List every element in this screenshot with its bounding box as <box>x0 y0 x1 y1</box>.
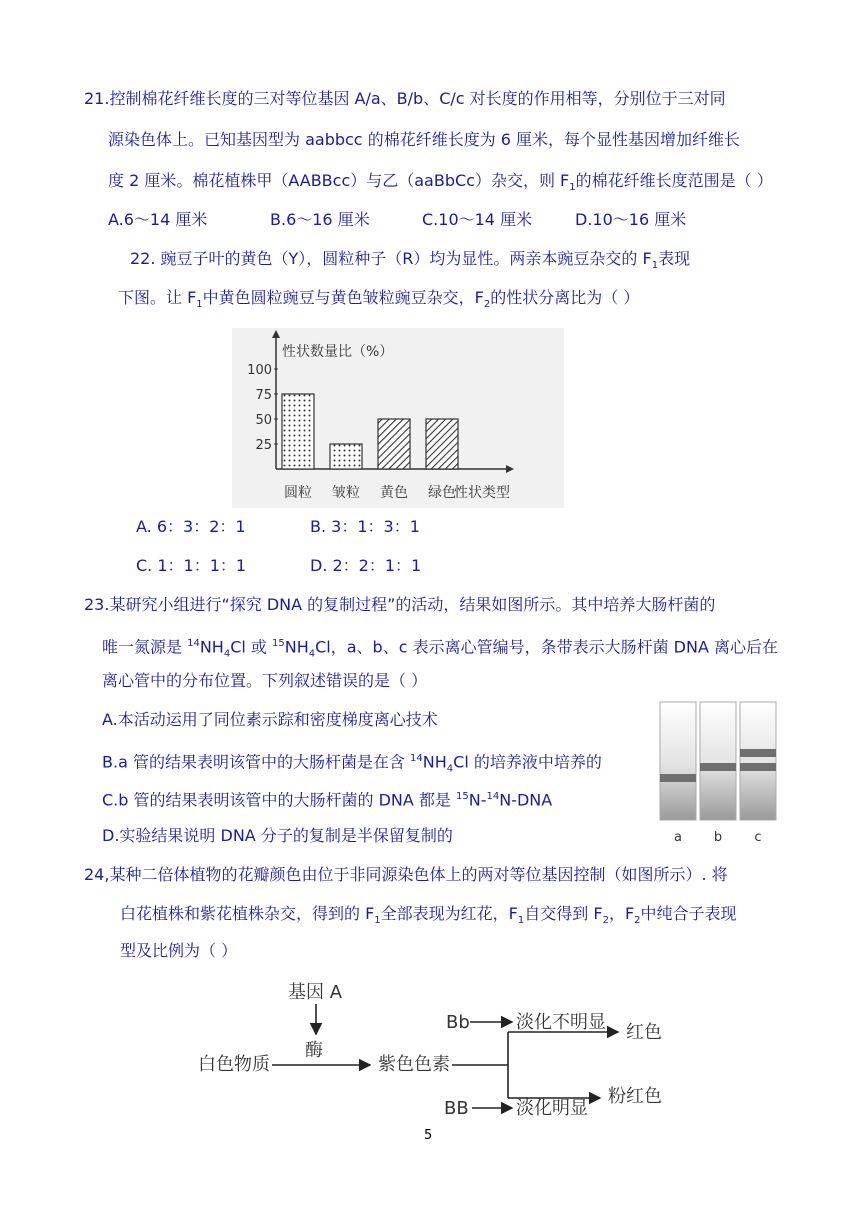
tube-a-label: a <box>674 830 682 845</box>
tube-c-label: c <box>754 830 762 845</box>
purple-pigment-label: 紫色色素 <box>378 1054 450 1075</box>
pink-label: 粉红色 <box>608 1086 662 1107</box>
q21-option-b[interactable]: B.6～16 厘米 <box>270 210 370 229</box>
gene-a-label: 基因 A <box>288 982 343 1003</box>
page-number: 5 <box>424 1128 433 1143</box>
q22-option-b[interactable]: B. 3：1：3：1 <box>310 517 420 536</box>
chart-category-label: 绿色 <box>428 485 456 501</box>
chart-y-tick-label: 75 <box>255 388 272 403</box>
q23-line-3: 离心管中的分布位置。下列叙述错误的是（ ） <box>102 671 428 690</box>
enzyme-label: 酶 <box>305 1040 323 1061</box>
chart-category-label: 黄色 <box>380 485 408 501</box>
q22-line-2: 下图。让 $F_1$中黄色圆粒豌豆与黄色皱粒豌豆杂交，$F_2$的性状分离比为（ ） <box>118 288 640 311</box>
q21-option-a[interactable]: A.6～14 厘米 <box>108 210 208 229</box>
tube-c <box>740 702 776 845</box>
q22-line-1: 22. 豌豆子叶的黄色（Y），圆粒种子（R）均为显性。两亲本豌豆杂交的 $F_1$表现 <box>130 249 691 272</box>
pathway-svg <box>190 976 680 1124</box>
tube-c-band-lower <box>740 763 776 771</box>
chart-y-title: 性状数量比（%） <box>282 344 394 360</box>
q23-option-a[interactable]: A.本活动运用了同位素示踪和密度梯度离心技术 <box>102 710 438 729</box>
chart-bar <box>330 444 362 469</box>
q21-option-d[interactable]: D.10～16 厘米 <box>575 210 687 229</box>
red-label: 红色 <box>626 1022 662 1043</box>
tube-b <box>700 702 736 845</box>
q23-line-2: 唯一氮源是 $^{14}NH_4Cl$ 或 $^{15}NH_4Cl$，a、b、c 表示离心管编号，条带表示大肠杆菌 DNA 离心后在 <box>102 637 778 660</box>
trait-ratio-bar-chart <box>232 328 564 508</box>
centrifuge-tubes-figure <box>658 700 778 850</box>
q22-option-c[interactable]: C. 1：1：1：1 <box>136 556 247 575</box>
fade-weak-label: 淡化不明显 <box>516 1012 606 1033</box>
tube-b-label: b <box>713 830 723 845</box>
tube-b-band <box>700 763 736 771</box>
q23-line-1: 23.某研究小组进行“探究 DNA 的复制过程”的活动，结果如图所示。其中培养大肠杆菌的 <box>84 595 716 614</box>
q21-line-1: 21.控制棉花纤维长度的三对等位基因 A/a、B/b、C/c 对长度的作用相等，分别位于三对同 <box>84 89 726 108</box>
q22-option-a[interactable]: A. 6：3：2：1 <box>136 517 246 536</box>
bb-small-label: Bb <box>446 1012 470 1033</box>
tube-a <box>660 702 696 845</box>
bb-big-label: BB <box>444 1098 469 1119</box>
fade-strong-label: 淡化明显 <box>516 1098 588 1119</box>
chart-bar <box>426 419 458 469</box>
chart-y-tick-label: 25 <box>255 438 272 453</box>
q24-line-2: 白花植株和紫花植株杂交，得到的 $F_1$全部表现为红花，$F_1$自交得到 $F_2$，$F_2$中纯合子表现 <box>120 904 737 927</box>
q21-line-2: 源染色体上。已知基因型为 aabbcc 的棉花纤维长度为 6 厘米，每个显性基因增加纤维长 <box>108 130 741 149</box>
chart-y-arrow <box>272 330 280 338</box>
chart-bar <box>378 419 410 469</box>
q23-option-d[interactable]: D.实验结果说明 DNA 分子的复制是半保留复制的 <box>102 826 453 845</box>
chart-category-label: 皱粒 <box>332 485 360 501</box>
q21-option-c[interactable]: C.10～14 厘米 <box>422 210 533 229</box>
q24-line-1: 24,某种二倍体植物的花瓣颜色由位于非同源染色体上的两对等位基因控制（如图所示）. 将 <box>84 865 728 884</box>
chart-category-label: 圆粒 <box>284 485 312 501</box>
q23-option-b[interactable]: B.a 管的结果表明该管中的大肠杆菌是在含 $^{14}NH_4Cl$ 的培养液中培养的 <box>102 752 602 775</box>
q22-option-d[interactable]: D. 2：2：1：1 <box>310 556 422 575</box>
chart-x-title: 性状类型 <box>454 485 510 501</box>
tubes-svg <box>658 700 778 850</box>
chart-bar <box>282 394 314 469</box>
chart-y-tick-label: 50 <box>255 413 272 428</box>
chart-svg <box>232 328 564 508</box>
tube-a-band <box>660 774 696 782</box>
q23-option-c[interactable]: C.b 管的结果表明该管中的大肠杆菌的 DNA 都是 $^{15}$N-$^{14}$N-DNA <box>102 790 553 810</box>
tube-c-band-upper <box>740 749 776 757</box>
q24-line-3: 型及比例为（ ） <box>120 941 238 960</box>
chart-x-arrow <box>506 465 514 473</box>
pigment-pathway-diagram <box>190 976 680 1124</box>
q21-line-3: 度 2 厘米。棉花植株甲（AABBcc）与乙（aaBbCc）杂交，则 $F_1$的棉花纤维长度范围是（ ） <box>108 171 773 194</box>
chart-y-tick-label: 100 <box>247 363 272 378</box>
white-substance-label: 白色物质 <box>198 1054 270 1075</box>
